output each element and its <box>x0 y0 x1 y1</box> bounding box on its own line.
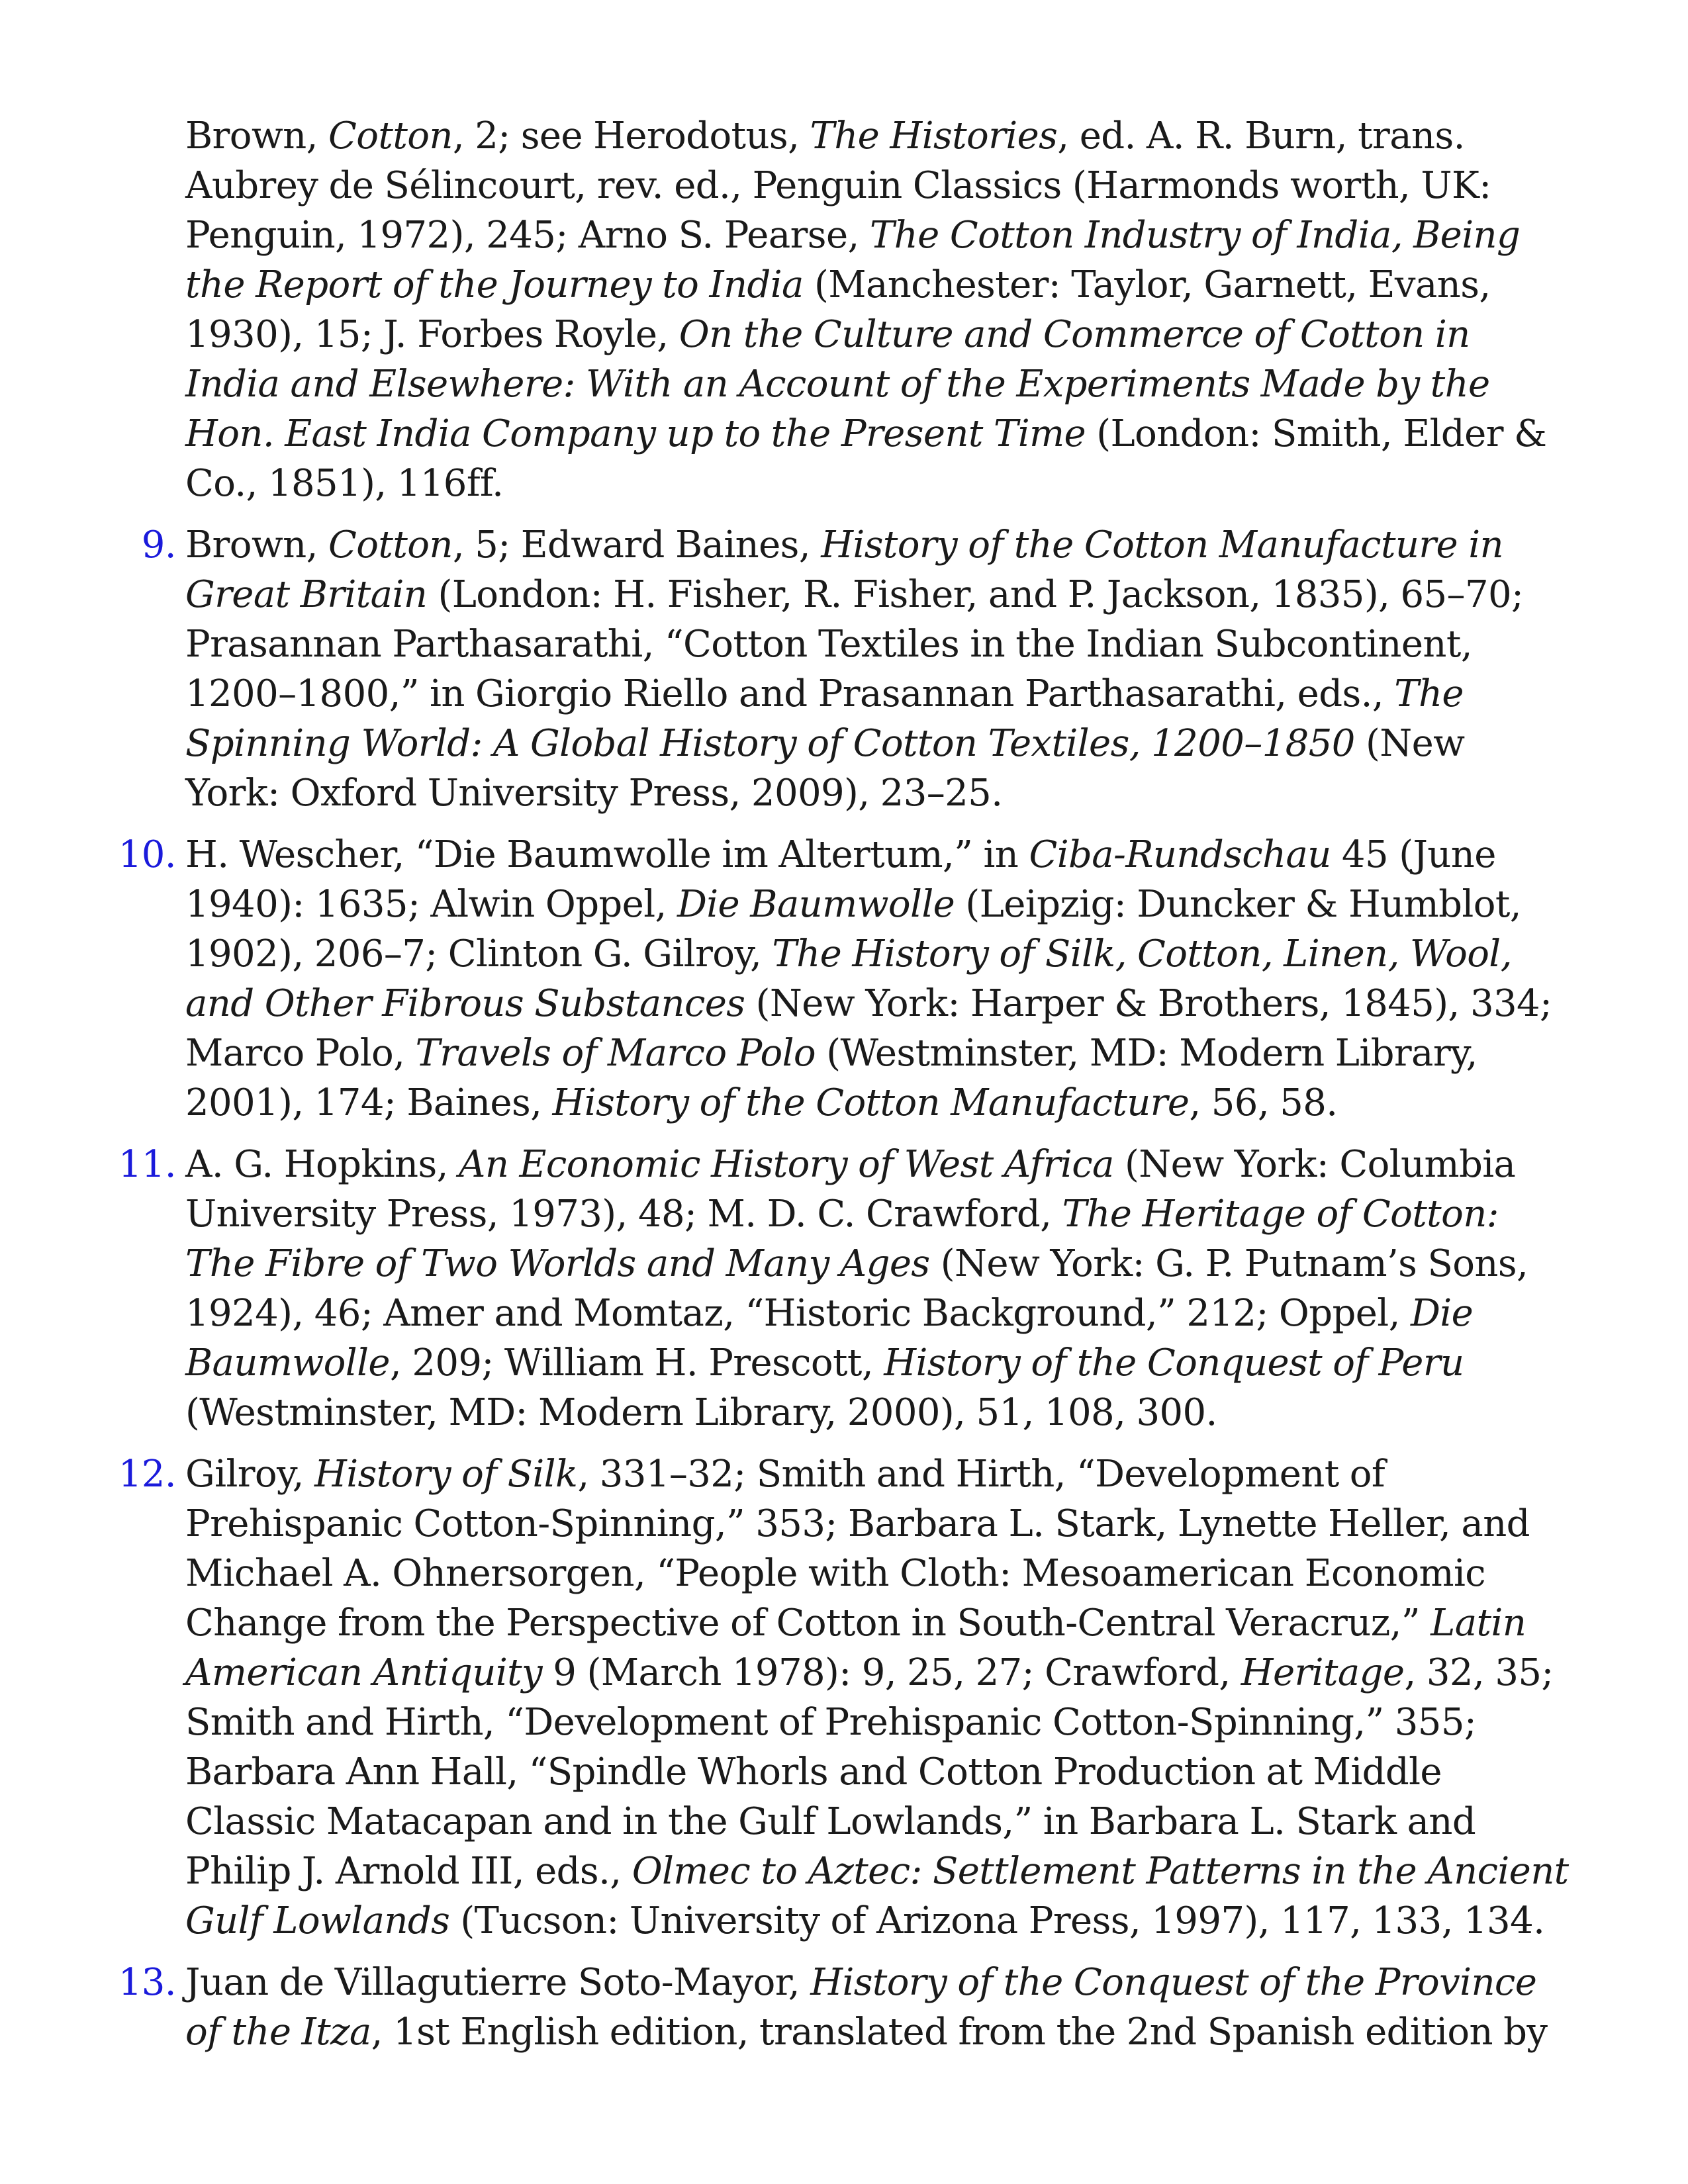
citation-text: Gilroy, <box>185 1453 315 1496</box>
citation-text: , 2; see Herodotus, <box>452 114 810 158</box>
citation-text: , 56, 58. <box>1189 1081 1338 1124</box>
citation-text: Brown, <box>185 523 329 567</box>
citation-text: , ed. A. R. Burn, trans. Aubrey de Sélincourt, rev. ed., Penguin Classics (Harmonds worth, UK: Penguin, 1972), 245; Arno S. Pearse, <box>185 114 1491 257</box>
endnote <box>141 520 1569 818</box>
citation-title: The Spinning World: A Global History of Cotton Textiles, 1200–1850 <box>185 672 1464 765</box>
citation-text: (Manchester: Taylor, Garnett, Evans, 1930), 15; J. Forbes Royle, <box>185 263 1491 356</box>
citation-title: An Economic History of West Africa <box>459 1143 1114 1186</box>
endnote-text <box>185 833 1552 1124</box>
citation-text: (Westminster, MD: Modern Library, 2001), 174; Baines, <box>185 1032 1477 1124</box>
citation-text: A. G. Hopkins, <box>185 1143 459 1186</box>
citation-title: The Cotton Industry of India, Being the Report of the Journey to India <box>185 214 1521 306</box>
endnote-text <box>185 523 1523 815</box>
citation-title: History of the Conquest of Peru <box>884 1342 1464 1385</box>
endnote <box>118 830 1569 1128</box>
citation-text: (Westminster, MD: Modern Library, 2000), 51, 108, 300. <box>185 1391 1217 1434</box>
endnote <box>185 111 1569 508</box>
citation-text: , 331–32; Smith and Hirth, “Development of Prehispanic Cotton-Spinning,” 353; Barbara L. Stark, Lynette Heller, and Michael A. Ohnersorgen, “People with Cloth: Mesoamerican Economic Change from the Perspective of Cotton in South-Central Veracruz,” <box>185 1453 1530 1645</box>
citation-text: (Tucson: University of Arizona Press, 1997), 117, 133, 134. <box>449 1899 1545 1942</box>
endnotes-list <box>118 111 1569 2069</box>
citation-title: The Histories <box>810 114 1058 158</box>
citation-title: History of the Cotton Manufacture in Great Britain <box>185 523 1503 616</box>
citation-text: , 1st English edition, translated from the 2nd Spanish edition by <box>371 2011 1548 2054</box>
citation-title: Heritage <box>1241 1651 1405 1694</box>
citation-title: The History of Silk, Cotton, Linen, Wool, and Other Fibrous Substances <box>185 933 1512 1025</box>
endnote-text <box>185 1453 1569 1942</box>
citation-text: Brown, <box>185 114 329 158</box>
citation-title: Latin American Antiquity <box>185 1602 1526 1694</box>
endnote <box>118 1140 1569 1437</box>
citation-title: Cotton <box>328 523 453 567</box>
citation-title: Ciba-Rundschau <box>1029 833 1331 876</box>
endnote-text <box>185 114 1546 505</box>
citation-text: (Leipzig: Duncker & Humblot, 1902), 206–7; Clinton G. Gilroy, <box>185 883 1521 976</box>
citation-text: (New York: G. P. Putnam’s Sons, 1924), 46; Amer and Momtaz, “Historic Background,” 212; Oppel, <box>185 1242 1528 1335</box>
citation-text: 9 (March 1978): 9, 25, 27; Crawford, <box>542 1651 1241 1694</box>
citation-title: Die Baumwolle <box>677 883 955 926</box>
citation-text: (London: H. Fisher, R. Fisher, and P. Jackson, 1835), 65–70; Prasannan Parthasarathi, “Cotton Textiles in the Indian Subcontinent, 1200–1800,” in Giorgio Riello and Prasannan Parthasarathi, eds., <box>185 573 1524 715</box>
endnote <box>118 1449 1569 1946</box>
endnote <box>118 1958 1569 2057</box>
citation-title: On the Culture and Commerce of Cotton in India and Elsewhere: With an Account of the Experiments Made by the Hon. East India Company up to the Present Time <box>185 313 1490 455</box>
endnote-text <box>185 1143 1528 1434</box>
endnote-text <box>185 1961 1547 2054</box>
citation-text: , 209; William H. Prescott, <box>389 1342 884 1385</box>
citation-text: H. Wescher, “Die Baumwolle im Altertum,” in <box>185 833 1029 876</box>
citation-text: (London: Smith, Elder & Co., 1851), 116ff. <box>185 412 1547 505</box>
citation-text: , 5; Edward Baines, <box>452 523 821 567</box>
endnote-number-link[interactable]: 9. <box>141 523 176 567</box>
citation-title: Die Baumwolle <box>185 1292 1474 1385</box>
citation-text: 45 (June 1940): 1635; Alwin Oppel, <box>185 833 1496 926</box>
citation-title: Travels of Marco Polo <box>415 1032 816 1075</box>
citation-text: (New York: Harper & Brothers, 1845), 334; Marco Polo, <box>185 982 1552 1075</box>
citation-text: (New York: Oxford University Press, 2009), 23–25. <box>185 722 1465 815</box>
endnote-number-link[interactable]: 10. <box>118 833 176 876</box>
citation-text: (New York: Columbia University Press, 1973), 48; M. D. C. Crawford, <box>185 1143 1516 1236</box>
citation-title: History of Silk <box>314 1453 578 1496</box>
citation-title: The Heritage of Cotton: The Fibre of Two Worlds and Many Ages <box>185 1193 1499 1285</box>
citation-title: History of the Conquest of the Province of the Itza <box>185 1961 1537 2054</box>
citation-title: Olmec to Aztec: Settlement Patterns in the Ancient Gulf Lowlands <box>185 1850 1569 1942</box>
endnote-number-link[interactable]: 13. <box>118 1961 176 2004</box>
citation-title: Cotton <box>328 114 453 158</box>
citation-text: , 32, 35; Smith and Hirth, “Development of Prehispanic Cotton-Spinning,” 355; Barbara Ann Hall, “Spindle Whorls and Cotton Production at Middle Classic Matacapan and in the Gulf Lowlands,” in Barbara L. Stark and Philip J. Arnold III, eds., <box>185 1651 1554 1893</box>
endnote-number-link[interactable]: 12. <box>118 1453 176 1496</box>
endnote-number-link[interactable]: 11. <box>118 1143 176 1186</box>
citation-title: History of the Cotton Manufacture <box>552 1081 1190 1124</box>
citation-text: Juan de Villagutierre Soto-Mayor, <box>185 1961 811 2004</box>
